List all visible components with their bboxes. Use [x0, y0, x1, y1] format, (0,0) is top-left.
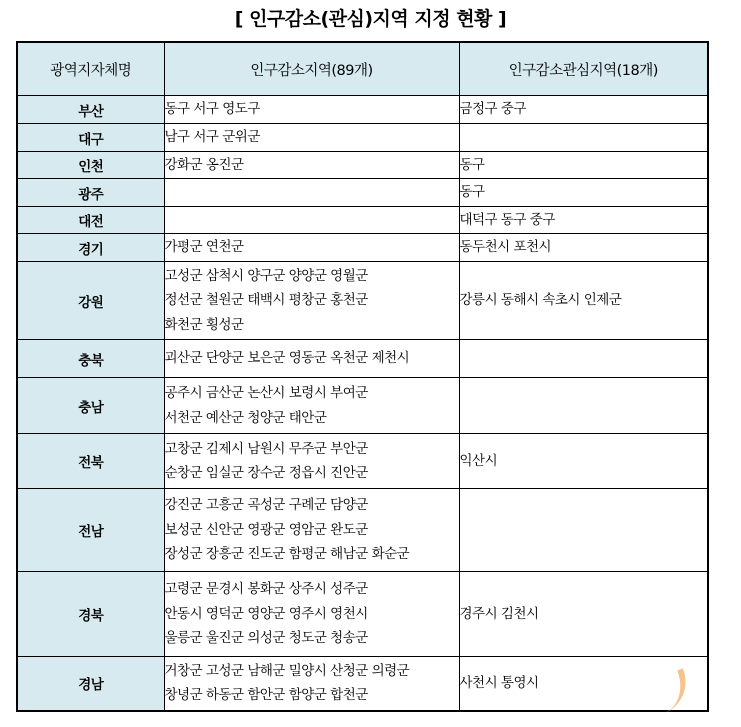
table-row — [17, 378, 708, 434]
page-title: [ 인구감소(관심)지역 지정 현황 ] — [234, 8, 507, 30]
region-list-line: 화천군 횡성군 — [164, 316, 244, 333]
interest-regions-cell — [459, 262, 708, 340]
table-row — [17, 340, 708, 378]
region-list-line: 강진군 고흥군 곡성군 구례군 담양군 — [164, 497, 368, 514]
table-row — [17, 207, 708, 234]
region-list-line: 익산시 — [459, 452, 498, 469]
region-list-line: 보성군 신안군 영광군 영암군 완도군 — [164, 521, 368, 538]
region-list-line: 서천군 예산군 청양군 태안군 — [164, 409, 327, 426]
region-list-line: 강화군 옹진군 — [164, 156, 244, 173]
interest-regions-cell — [459, 572, 708, 657]
province-name: 광주 — [17, 179, 164, 207]
table-row — [17, 572, 708, 657]
interest-regions-cell — [459, 340, 708, 378]
header-province: 광역지자체명 — [17, 42, 164, 96]
region-list-line: 순창군 임실군 장수군 정읍시 진안군 — [164, 465, 368, 481]
region-list-line: 동두천시 포천시 — [459, 239, 552, 256]
interest-regions-cell — [459, 434, 708, 489]
region-list-line: 강릉시 동해시 속초시 인제군 — [459, 292, 622, 309]
region-list-line: 괴산군 단양군 보은군 영동군 옥천군 제천시 — [164, 350, 410, 367]
province-name: 전북 — [17, 434, 164, 489]
interest-regions-cell — [459, 489, 708, 572]
table-row — [17, 489, 708, 572]
province-name: 충남 — [17, 378, 164, 434]
region-list-line: 금정구 중구 — [459, 101, 526, 118]
province-name: 부산 — [17, 96, 164, 124]
header-decline-regions: 인구감소지역(89개) — [164, 42, 459, 96]
region-list-line: 거창군 고성군 남해군 밀양시 산청군 의령군 — [164, 662, 410, 679]
province-name: 전남 — [17, 489, 164, 572]
table-row — [17, 124, 708, 152]
region-list-line: 동구 — [459, 156, 485, 173]
decline-regions-cell — [164, 96, 459, 124]
decline-regions-cell — [164, 434, 459, 489]
region-list-line: 경주시 김천시 — [459, 605, 539, 622]
interest-regions-cell — [459, 124, 708, 152]
table-row — [17, 262, 708, 340]
region-designation-table — [16, 41, 709, 712]
table-row — [17, 434, 708, 489]
region-list-line: 고성군 삼척시 양구군 양양군 영월군 — [164, 267, 368, 284]
table-row — [17, 152, 708, 179]
interest-regions-cell — [459, 152, 708, 179]
interest-regions-cell — [459, 96, 708, 124]
decline-regions-cell — [164, 657, 459, 711]
table-row — [17, 657, 708, 711]
region-list-line: 장성군 장흥군 진도군 함평군 해남군 화순군 — [164, 546, 410, 563]
province-name: 강원 — [17, 262, 164, 340]
table-row — [17, 96, 708, 124]
decline-regions-cell — [164, 234, 459, 262]
region-list-line: 공주시 금산군 논산시 보령시 부여군 — [164, 385, 368, 401]
table-header-row — [17, 42, 708, 96]
decline-regions-cell — [164, 340, 459, 378]
table-row — [17, 234, 708, 262]
region-list-line: 가평군 연천군 — [164, 239, 244, 256]
decline-regions-cell — [164, 152, 459, 179]
region-list-line: 정선군 철원군 태백시 평창군 홍천군 — [164, 292, 368, 309]
interest-regions-cell — [459, 179, 708, 207]
decline-regions-cell — [164, 572, 459, 657]
province-name: 경남 — [17, 657, 164, 711]
region-list-line: 고창군 김제시 남원시 무주군 부안군 — [164, 440, 368, 457]
region-list-line: 사천시 통영시 — [459, 675, 539, 691]
region-list-line: 창녕군 하동군 함안군 함양군 합천군 — [164, 687, 368, 704]
province-name: 경기 — [17, 234, 164, 262]
province-name: 대구 — [17, 124, 164, 152]
decline-regions-cell — [164, 378, 459, 434]
region-list-line: 동구 — [459, 184, 485, 201]
region-list-line: 대덕구 동구 중구 — [459, 211, 555, 228]
decline-regions-cell — [164, 207, 459, 234]
province-name: 충북 — [17, 340, 164, 378]
province-name: 인천 — [17, 152, 164, 179]
interest-regions-cell — [459, 378, 708, 434]
table-body — [17, 96, 708, 711]
region-list-line: 동구 서구 영도구 — [164, 101, 260, 118]
region-list-line: 안동시 영덕군 영양군 영주시 영천시 — [164, 605, 368, 622]
table-row — [17, 179, 708, 207]
decline-regions-cell — [164, 179, 459, 207]
decline-regions-cell — [164, 262, 459, 340]
interest-regions-cell — [459, 207, 708, 234]
interest-regions-cell — [459, 234, 708, 262]
decline-regions-cell — [164, 124, 459, 152]
decline-regions-cell — [164, 489, 459, 572]
province-name: 경북 — [17, 572, 164, 657]
region-list-line: 고령군 문경시 봉화군 상주시 성주군 — [164, 581, 368, 598]
region-list-line: 남구 서구 군위군 — [164, 129, 260, 146]
province-name: 대전 — [17, 207, 164, 234]
header-interest-regions: 인구감소관심지역(18개) — [459, 42, 708, 96]
region-list-line: 울릉군 울진군 의성군 청도군 청송군 — [164, 630, 368, 647]
